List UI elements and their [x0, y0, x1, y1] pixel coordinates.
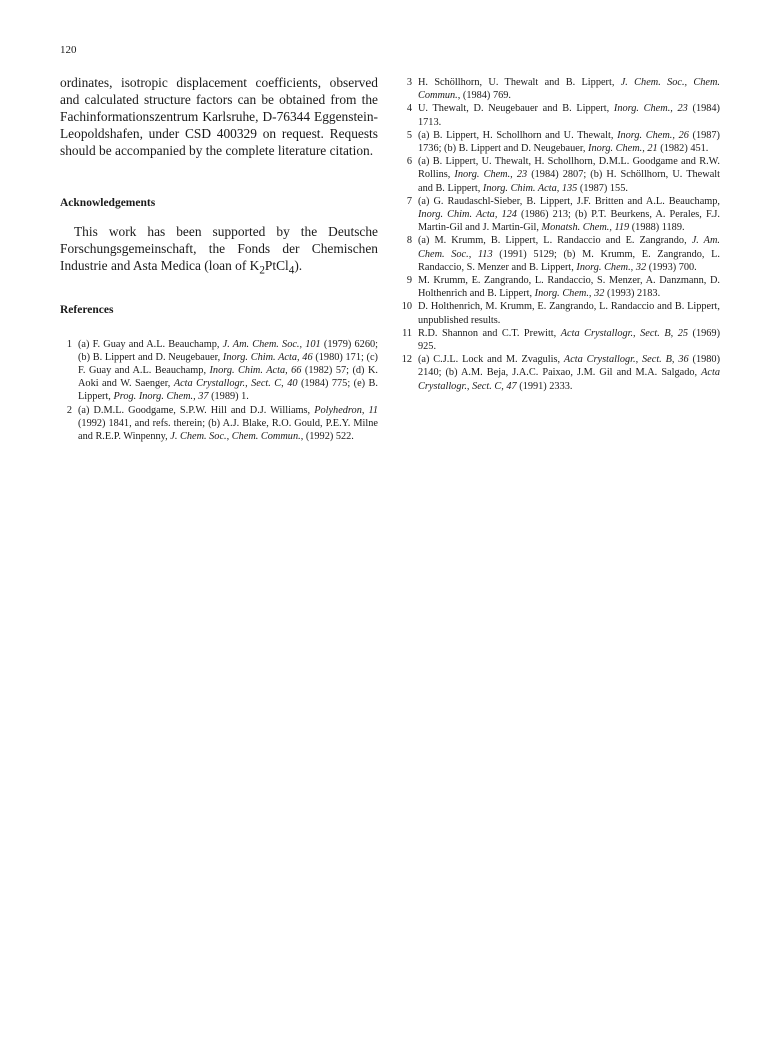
reference-segment: (1980) 2140; (b) A.M. Beja, J.A.C. Paixao, J.M. Gil and M.A. Salgado,: [418, 354, 720, 379]
reference-journal: Inorg. Chem., 32: [576, 261, 647, 273]
reference-segment: (1982) 451.: [657, 143, 709, 155]
reference-journal: J. Am. Chem. Soc., 101: [222, 338, 321, 350]
reference-number: 10: [401, 301, 412, 313]
reference-journal: Acta Crystallogr., Sect. B, 25: [560, 327, 689, 339]
right-column: [400, 76, 720, 393]
reference-journal: J. Am. Chem. Soc., 113: [418, 235, 720, 260]
reference-journal: Inorg. Chem., 26: [617, 129, 689, 141]
ack-text-before: This work has been supported by the Deutsche Forschungsgemeinschaft, the Fonds der Chemischen Industrie and Asta Medica (loan of K: [60, 224, 378, 273]
reference-segment: (1991) 5129; (b) M. Krumm, E. Zangrando, L. Randaccio, S. Menzer and B. Lippert,: [418, 248, 720, 273]
reference-item: [400, 300, 720, 326]
reference-item: [400, 195, 720, 235]
reference-segment: , (1992) 522.: [300, 431, 354, 443]
reference-segment: , (1984) 769.: [457, 90, 511, 102]
reference-item: [400, 327, 720, 353]
reference-number: 5: [406, 129, 412, 141]
reference-journal: Inorg. Chem., 23: [613, 103, 688, 115]
reference-journal: Acta Crystallogr., Sect. C, 40: [173, 378, 298, 390]
reference-number: 9: [406, 275, 412, 287]
ack-subscript-2: 4: [288, 264, 295, 277]
reference-number: 8: [406, 235, 412, 247]
reference-journal: Inorg. Chim. Acta, 66: [209, 365, 302, 377]
reference-journal: Polyhedron, 11: [314, 404, 379, 416]
reference-number: 3: [406, 77, 412, 88]
reference-text: [418, 195, 720, 235]
reference-segment: (a) M. Krumm, B. Lippert, L. Randaccio and E. Zangrando,: [418, 235, 692, 247]
reference-text: [418, 274, 720, 300]
reference-item: [60, 404, 378, 444]
reference-journal: Inorg. Chem., 23: [454, 169, 528, 181]
reference-segment: R.D. Shannon and C.T. Prewitt,: [418, 327, 561, 339]
reference-segment: (1987) 155.: [577, 182, 628, 194]
reference-text: [418, 300, 720, 326]
reference-segment: (1989) 1.: [208, 391, 249, 403]
reference-segment: (1988) 1189.: [629, 222, 685, 234]
reference-text: [418, 76, 720, 102]
reference-number: 11: [402, 327, 412, 339]
reference-segment: (a) B. Lippert, U. Thewalt, H. Schollhorn, D.M.L. Goodgame and R.W. Rollins,: [418, 156, 720, 181]
reference-journal: Inorg. Chem., 21: [588, 143, 658, 155]
reference-segment: (a) D.M.L. Goodgame, S.P.W. Hill and D.J. Williams,: [78, 404, 315, 416]
page-number: 120: [60, 44, 77, 56]
reference-item: [400, 155, 720, 195]
reference-segment: (a) F. Guay and A.L. Beauchamp,: [78, 338, 223, 350]
reference-journal: Acta Crystallogr., Sect. B, 36: [563, 354, 689, 366]
reference-journal: Prog. Inorg. Chem., 37: [113, 391, 209, 403]
acknowledgements-text: [60, 223, 378, 280]
reference-journal: J. Chem. Soc., Chem. Commun.: [170, 431, 301, 443]
reference-segment: (a) G. Raudaschl-Sieber, B. Lippert, J.F. Britten and A.L. Beauchamp,: [418, 195, 720, 207]
ack-subscript-1: 2: [259, 264, 265, 277]
reference-list-left: [60, 338, 378, 444]
acknowledgements-heading: Acknowledgements: [60, 197, 156, 209]
reference-item: [400, 274, 720, 300]
reference-segment: (1987) 1736; (b) B. Lippert and D. Neugebauer,: [418, 129, 720, 155]
reference-segment: (1986) 213; (b) P.T. Beurkens, A. Perales, F.J. Martin-Gil and J. Martin-Gil,: [418, 209, 721, 234]
reference-journal: Inorg. Chim. Acta, 46: [222, 351, 313, 363]
reference-number: 7: [406, 195, 412, 207]
reference-segment: (1984) 2807; (b) H. Schöllhorn, U. Thewalt and B. Lippert,: [418, 169, 720, 194]
continued-paragraph: ordinates, isotropic displacement coefficients, observed and calculated structure factors can be obtained from the Fachinformationszentrum Karlsruhe, D-76344 Eggenstein-Leopoldshafen, under CSD 400329 on request. Requests should be accompanied by the complete literature citation.: [60, 75, 378, 158]
reference-text: [418, 129, 720, 155]
reference-item: [400, 102, 720, 128]
reference-number: 12: [401, 354, 412, 366]
reference-text: [78, 404, 378, 444]
reference-segment: (1984) 775; (e) B. Lippert,: [78, 378, 378, 403]
reference-journal: Inorg. Chim. Acta, 124: [418, 209, 517, 221]
reference-segment: D. Holthenrich, M. Krumm, E. Zangrando, L. Randaccio and B. Lippert, unpublished results.: [418, 301, 720, 326]
reference-text: [418, 102, 720, 128]
reference-segment: (1980) 171; (c) F. Guay and A.L. Beauchamp,: [78, 351, 378, 377]
reference-segment: (1979) 6260; (b) B. Lippert and D. Neugebauer,: [78, 338, 378, 363]
reference-item: [400, 234, 720, 274]
reference-segment: (1991) 2333.: [516, 380, 573, 392]
reference-journal: Acta Crystallogr., Sect. C, 47: [418, 367, 720, 392]
reference-segment: M. Krumm, E. Zangrando, L. Randaccio, S. Menzer, A. Danzmann, D. Holthenrich and B. Lippert,: [418, 275, 720, 300]
reference-segment: (1993) 2183.: [604, 288, 661, 300]
reference-segment: (1992) 1841, and refs. therein; (b) A.J. Blake, R.O. Gould, P.E.Y. Milne and R.E.P. Winpenny,: [78, 417, 378, 443]
reference-list-right: [400, 76, 720, 393]
reference-segment: (1969) 925.: [418, 327, 721, 353]
reference-number: 1: [66, 338, 72, 350]
reference-segment: (a) B. Lippert, H. Schollhorn and U. Thewalt,: [418, 129, 618, 141]
reference-item: [60, 338, 378, 404]
reference-segment: (1982) 57; (d) K. Aoki and W. Saenger,: [78, 365, 378, 390]
reference-item: [400, 129, 720, 155]
reference-text: [418, 327, 720, 353]
reference-number: 6: [406, 156, 412, 168]
reference-segment: (a) C.J.L. Lock and M. Zvagulis,: [418, 354, 564, 366]
left-column: [60, 74, 378, 443]
ack-text-mid: PtCl: [264, 258, 289, 273]
reference-segment: (1993) 700.: [646, 261, 697, 273]
reference-text: [418, 353, 720, 393]
reference-segment: U. Thewalt, D. Neugebauer and B. Lippert,: [418, 103, 614, 115]
reference-journal: Inorg. Chem., 32: [534, 288, 605, 300]
reference-text: [78, 338, 378, 404]
reference-text: [418, 234, 720, 274]
reference-journal: J. Chem. Soc., Chem. Commun.: [418, 77, 721, 102]
reference-text: [418, 155, 720, 195]
references-heading: References: [60, 303, 114, 316]
reference-segment: (1984) 1713.: [418, 103, 720, 128]
reference-journal: Monatsh. Chem., 119: [541, 222, 630, 234]
reference-item: [400, 76, 720, 102]
reference-number: 2: [66, 404, 72, 416]
reference-item: [400, 353, 720, 393]
reference-journal: Inorg. Chim. Acta, 135: [482, 182, 578, 194]
ack-text-after: ).: [294, 258, 303, 273]
reference-number: 4: [406, 103, 412, 115]
reference-segment: H. Schöllhorn, U. Thewalt and B. Lippert,: [418, 77, 621, 88]
